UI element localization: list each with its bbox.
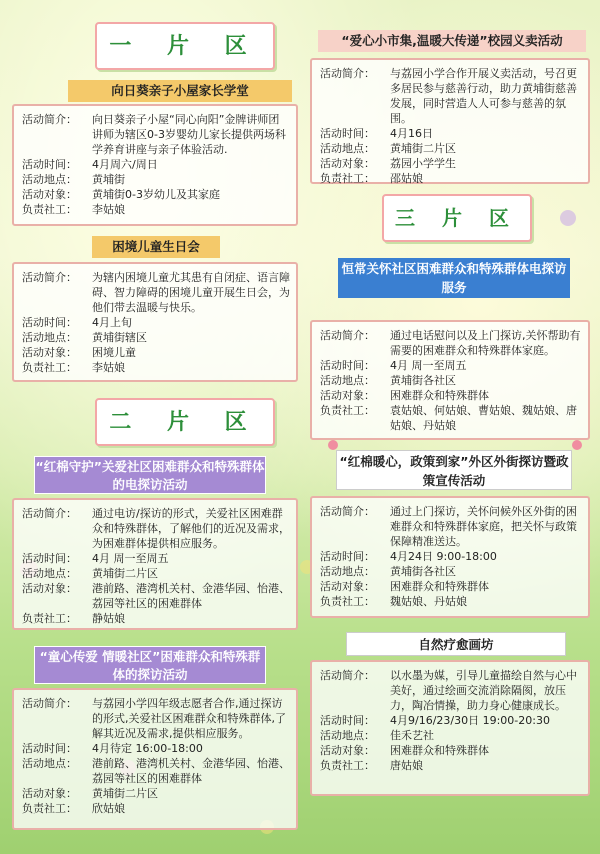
info-row	[320, 126, 582, 141]
zone1-event2-title: 困境儿童生日会	[92, 236, 220, 258]
zone2-event1-panel	[12, 498, 298, 630]
row-value: 港前路、港湾机关村、金港华园、怡港、荔园等社区的困难群体	[92, 757, 290, 785]
row-key: 活动对象：	[320, 157, 375, 170]
info-row	[320, 549, 582, 564]
row-value: 困难群众和特殊群体	[390, 580, 489, 593]
row-key: 活动时间：	[320, 714, 375, 727]
row-key: 负责社工：	[22, 612, 77, 625]
info-row	[320, 594, 582, 609]
row-key: 活动地点：	[22, 173, 77, 186]
row-value: 黄埔街辖区	[92, 331, 147, 344]
info-row	[22, 202, 290, 217]
info-row	[22, 611, 290, 626]
row-key: 活动地点：	[22, 567, 77, 580]
row-value: 港前路、港湾机关村、金港华园、怡港、荔园等社区的困难群体	[92, 582, 290, 610]
row-key: 负责社工：	[320, 404, 375, 417]
row-key: 活动地点：	[22, 331, 77, 344]
info-row	[22, 315, 290, 330]
row-key: 活动地点：	[320, 374, 375, 387]
info-row	[320, 758, 582, 773]
info-row	[320, 171, 582, 186]
row-key: 活动对象：	[320, 580, 375, 593]
charity-sale-title: “爱心小市集,温暖大传递”校园义卖活动	[318, 30, 586, 52]
info-row	[22, 172, 290, 187]
row-key: 负责社工：	[320, 595, 375, 608]
info-row	[320, 403, 582, 433]
row-value: 4月 周一至周五	[92, 552, 169, 565]
row-key: 活动简介：	[22, 113, 77, 126]
row-key: 活动简介：	[22, 507, 77, 520]
row-value: 通过电话慰问以及上门探访,关怀帮助有需要的困难群众和特殊群体家庭。	[390, 329, 581, 357]
info-row	[22, 696, 290, 741]
zone1-title-sign: 一 片 区	[95, 22, 275, 70]
row-value: 为辖内困境儿童尤其患有自闭症、语言障碍、智力障碍的困境儿童开展生日会，为他们带去温暖与快乐。	[92, 271, 290, 314]
row-value: 黄埔街0-3岁幼儿及其家庭	[92, 188, 220, 201]
info-row	[22, 786, 290, 801]
zone3-event2-title: “红棉暖心，政策到家”外区外街探访暨政策宣传活动	[336, 450, 572, 490]
row-value: 荔园小学学生	[390, 157, 456, 170]
row-value: 袁姑娘、何姑娘、曹姑娘、魏姑娘、唐姑娘、丹姑娘	[390, 404, 577, 432]
row-value: 与荔园小学四年级志愿者合作,通过探访的形式,关爱社区困难群众和特殊群体,了解其近况及需求,提供相应服务。	[92, 697, 286, 740]
info-row	[320, 713, 582, 728]
pin-decoration	[328, 440, 338, 450]
row-value: 4月16日	[390, 127, 433, 140]
row-value: 佳禾艺社	[390, 729, 434, 742]
row-value: 4月24日 9:00-18:00	[390, 550, 497, 563]
info-row	[22, 566, 290, 581]
row-key: 活动对象：	[22, 787, 77, 800]
row-value: 邵姑娘	[390, 172, 423, 185]
info-row	[22, 756, 290, 786]
row-key: 活动时间：	[22, 316, 77, 329]
row-key: 活动时间：	[320, 359, 375, 372]
row-value: 困难群众和特殊群体	[390, 744, 489, 757]
row-key: 活动地点：	[320, 565, 375, 578]
info-row	[320, 66, 582, 126]
zone3-event1-title: 恒常关怀社区困难群众和特殊群体电探访服务	[338, 258, 570, 298]
info-row	[22, 551, 290, 566]
row-value: 静姑娘	[92, 612, 125, 625]
info-row	[22, 157, 290, 172]
row-key: 负责社工：	[320, 172, 375, 185]
zone3-event3-panel	[310, 660, 590, 796]
info-row	[320, 743, 582, 758]
row-key: 活动对象：	[320, 389, 375, 402]
info-row	[320, 504, 582, 549]
row-value: 通过电访/探访的形式，关爱社区困难群众和特殊群体，了解他们的近况及需求，为困难群体提供相应服务。	[92, 507, 290, 550]
row-value: 李姑娘	[92, 361, 125, 374]
row-value: 4月上旬	[92, 316, 132, 329]
info-row	[320, 373, 582, 388]
info-row	[22, 330, 290, 345]
row-value: 4月待定 16:00-18:00	[92, 742, 203, 755]
row-key: 活动简介：	[320, 669, 375, 682]
info-row	[320, 328, 582, 358]
row-key: 负责社工：	[22, 361, 77, 374]
row-value: 欣姑娘	[92, 802, 125, 815]
row-key: 活动时间：	[320, 550, 375, 563]
row-value: 4月 周一至周五	[390, 359, 467, 372]
info-row	[320, 668, 582, 713]
row-value: 李姑娘	[92, 203, 125, 216]
info-row	[320, 358, 582, 373]
info-row	[22, 270, 290, 315]
zone2-event1-title: “红棉守护”关爱社区困难群众和特殊群体的电探访活动	[34, 456, 266, 494]
row-key: 活动地点：	[320, 729, 375, 742]
row-key: 负责社工：	[22, 802, 77, 815]
row-key: 活动时间：	[22, 158, 77, 171]
zone2-title-sign: 二 片 区	[95, 398, 275, 446]
row-key: 活动简介：	[320, 329, 375, 342]
info-row	[320, 579, 582, 594]
info-row	[22, 506, 290, 551]
row-key: 活动简介：	[320, 67, 375, 80]
row-value: 通过上门探访，关怀问候外区外街的困难群众和特殊群体家庭，把关怀与政策保障精准送达。	[390, 505, 577, 548]
row-value: 黄埔街二片区	[92, 567, 158, 580]
row-value: 黄埔街二片区	[92, 787, 158, 800]
zone1-event1-panel	[12, 104, 298, 226]
zone2-event2-panel	[12, 688, 298, 830]
zone1-event2-panel	[12, 262, 298, 382]
row-key: 活动地点：	[320, 142, 375, 155]
row-key: 活动时间：	[22, 552, 77, 565]
row-key: 活动简介：	[320, 505, 375, 518]
zone2-event2-title: “童心传爱 情暖社区”困难群众和特殊群体的探访活动	[34, 646, 266, 684]
row-key: 活动对象：	[22, 188, 77, 201]
row-key: 活动对象：	[320, 744, 375, 757]
row-value: 魏姑娘、丹姑娘	[390, 595, 467, 608]
row-value: 困境儿童	[92, 346, 136, 359]
row-key: 活动地点：	[22, 757, 77, 770]
info-row	[22, 801, 290, 816]
row-value: 黄埔街	[92, 173, 125, 186]
row-value: 黄埔街各社区	[390, 374, 456, 387]
info-row	[22, 112, 290, 157]
row-key: 活动简介：	[22, 697, 77, 710]
row-key: 活动对象：	[22, 582, 77, 595]
zone3-event2-panel	[310, 496, 590, 618]
info-row	[22, 741, 290, 756]
charity-sale-panel	[310, 58, 590, 184]
row-value: 以水墨为媒，引导儿童描绘自然与心中美好，通过绘画交流消除隔阂，放压力，陶冶情操，助力身心健康成长。	[390, 669, 577, 712]
info-row	[22, 187, 290, 202]
info-row	[320, 564, 582, 579]
info-row	[22, 345, 290, 360]
row-key: 活动时间：	[22, 742, 77, 755]
info-row	[320, 728, 582, 743]
row-value: 困难群众和特殊群体	[390, 389, 489, 402]
row-key: 活动对象：	[22, 346, 77, 359]
row-value: 4月周六/周日	[92, 158, 158, 171]
zone3-event3-title: 自然疗愈画坊	[346, 632, 566, 656]
info-row	[320, 141, 582, 156]
zone1-event1-title: 向日葵亲子小屋家长学堂	[68, 80, 292, 102]
row-value: 黄埔街二片区	[390, 142, 456, 155]
info-row	[320, 156, 582, 171]
flower-decoration	[560, 210, 576, 226]
row-value: 4月9/16/23/30日 19:00-20:30	[390, 714, 550, 727]
row-value: 黄埔街各社区	[390, 565, 456, 578]
row-value: 向日葵亲子小屋“同心向阳”金牌讲师团讲师为辖区0-3岁婴幼儿家长提供两场科学养育讲座与亲子体验活动.	[92, 113, 286, 156]
info-row	[320, 388, 582, 403]
row-key: 活动简介：	[22, 271, 77, 284]
row-key: 活动时间：	[320, 127, 375, 140]
row-value: 唐姑娘	[390, 759, 423, 772]
zone3-event1-panel	[310, 320, 590, 440]
row-key: 负责社工：	[22, 203, 77, 216]
info-row	[22, 581, 290, 611]
info-row	[22, 360, 290, 375]
zone3-title-sign: 三 片 区	[382, 194, 532, 242]
row-value: 与荔园小学合作开展义卖活动，号召更多居民参与慈善行动，助力黄埔街慈善发展，同时营造人人可参与慈善的氛围。	[390, 67, 577, 125]
pin-decoration	[572, 440, 582, 450]
row-key: 负责社工：	[320, 759, 375, 772]
